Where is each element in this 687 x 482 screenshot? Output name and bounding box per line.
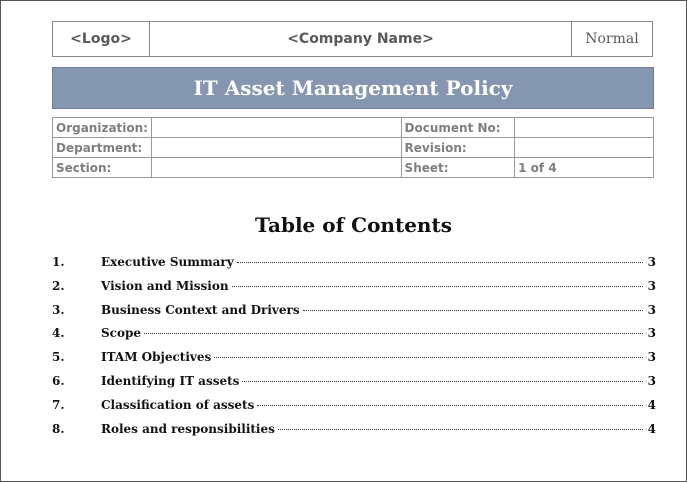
- toc-entry[interactable]: [52, 374, 656, 398]
- logo-placeholder: <Logo>: [53, 22, 150, 56]
- sheet-value[interactable]: 1 of 4: [515, 158, 654, 178]
- toc-entry[interactable]: [52, 255, 656, 279]
- department-label: Department:: [53, 138, 152, 158]
- toc-page-number: 3: [647, 278, 656, 293]
- revision-label: Revision:: [401, 138, 515, 158]
- toc-page-number: 3: [647, 255, 656, 269]
- toc-page-number: 4: [647, 421, 656, 436]
- revision-value[interactable]: [515, 138, 654, 158]
- toc-leader: [237, 262, 643, 263]
- toc-number: 2.: [52, 278, 65, 293]
- toc-number: 5.: [52, 350, 65, 365]
- organization-value[interactable]: [151, 118, 401, 138]
- toc-entry[interactable]: [52, 398, 656, 422]
- toc-page-number: 4: [647, 397, 656, 412]
- toc-entry[interactable]: [52, 422, 656, 446]
- info-row: [53, 138, 654, 158]
- info-row: [53, 158, 654, 178]
- document-header: [52, 21, 653, 57]
- toc-number: 7.: [52, 397, 65, 412]
- toc-number: 8.: [52, 421, 65, 436]
- section-value[interactable]: [151, 158, 401, 178]
- toc-number: 6.: [52, 373, 65, 388]
- toc-leader: [303, 310, 643, 311]
- document-no-value[interactable]: [515, 118, 654, 138]
- toc-entry[interactable]: [52, 326, 656, 350]
- toc-number: 3.: [52, 302, 65, 317]
- toc-number: 4.: [52, 326, 65, 341]
- document-title: IT Asset Management Policy: [52, 67, 654, 109]
- toc-text: Executive Summary: [101, 255, 234, 269]
- toc-entry[interactable]: [52, 303, 656, 327]
- toc-text: ITAM Objectives: [101, 350, 212, 365]
- section-label: Section:: [53, 158, 152, 178]
- toc-text: Identifying IT assets: [101, 373, 240, 388]
- department-value[interactable]: [151, 138, 401, 158]
- toc-leader: [232, 286, 643, 287]
- toc-text: Classification of assets: [101, 397, 255, 412]
- toc-leader: [214, 357, 643, 358]
- toc-page-number: 3: [647, 302, 656, 317]
- document-no-label: Document No:: [401, 118, 515, 138]
- toc-entry[interactable]: [52, 350, 656, 374]
- info-row: [53, 118, 654, 138]
- toc-page-number: 3: [647, 350, 656, 365]
- style-label: Normal: [585, 31, 639, 47]
- toc-number: 1.: [52, 255, 65, 269]
- organization-label: Organization:: [53, 118, 152, 138]
- toc-list: [52, 255, 656, 445]
- toc-page-number: 3: [647, 326, 656, 341]
- toc-leader: [242, 381, 643, 382]
- toc-text: Roles and responsibilities: [101, 421, 275, 436]
- toc-heading: Table of Contents: [255, 213, 452, 237]
- sheet-label: Sheet:: [401, 158, 515, 178]
- toc-text: Scope: [101, 326, 142, 341]
- toc-leader: [144, 333, 643, 334]
- toc-text: Business Context and Drivers: [101, 302, 300, 317]
- toc-text: Vision and Mission: [101, 278, 229, 293]
- document-info-table: [52, 117, 654, 178]
- toc-page-number: 3: [647, 373, 656, 388]
- company-name-placeholder: <Company Name>: [150, 22, 572, 56]
- toc-leader: [278, 429, 643, 430]
- toc-leader: [257, 405, 643, 406]
- toc-entry[interactable]: [52, 279, 656, 303]
